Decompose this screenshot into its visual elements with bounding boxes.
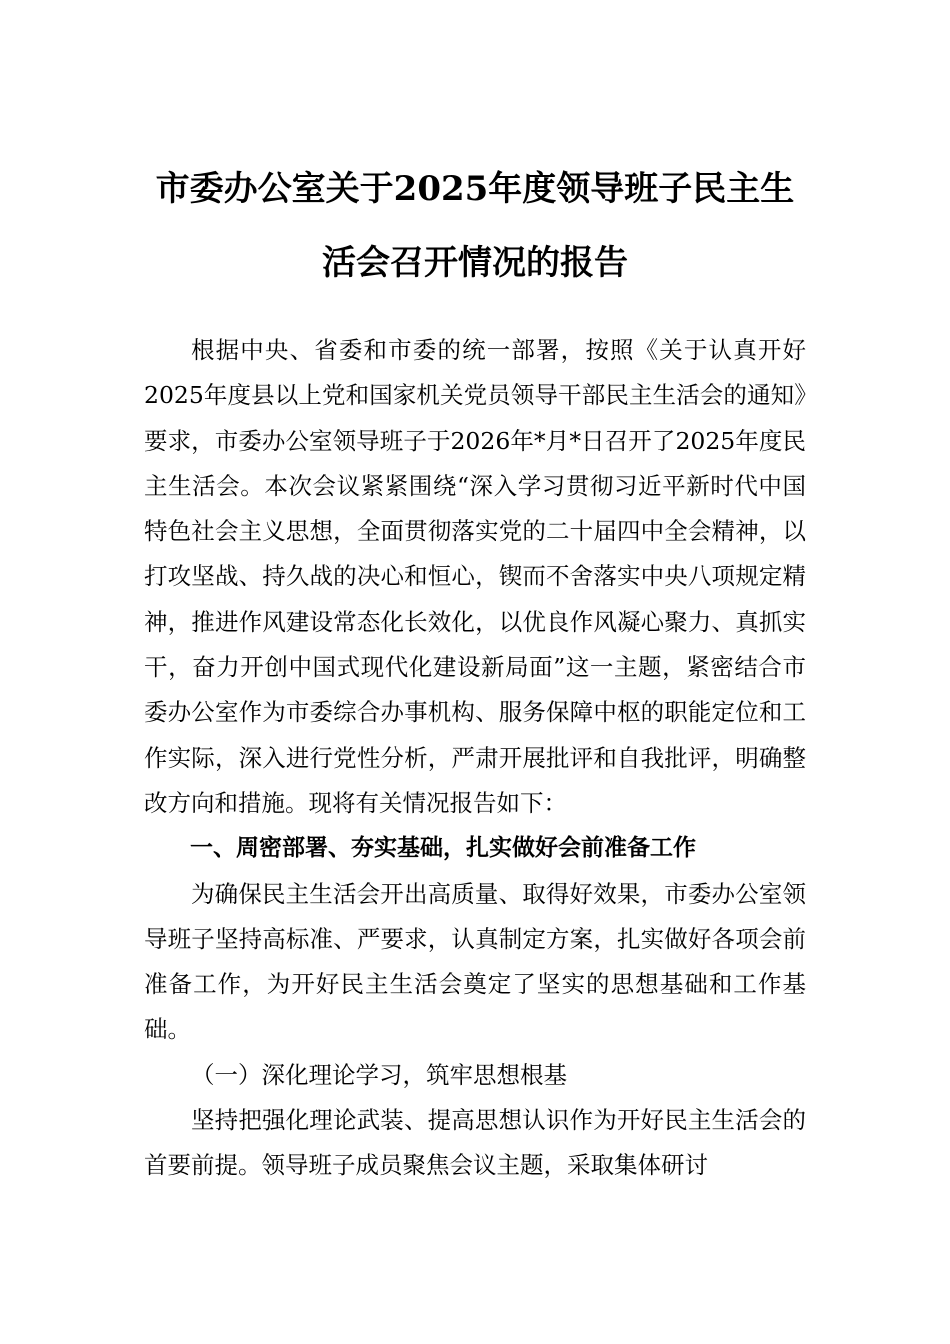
section-1-paragraph: 为确保民主生活会开出高质量、取得好效果，市委办公室领导班子坚持高标准、严要求，认真制定方案，扎实做好各项会前准备工作，为开好民主生活会奠定了坚实的思想基础和工作基础。	[144, 879, 806, 1044]
subsection-heading-1: （一）深化理论学习，筑牢思想根基	[191, 1060, 567, 1089]
document-body	[144, 328, 806, 1189]
intro-paragraph: 根据中央、省委和市委的统一部署，按照《关于认真开好2025年度县以上党和国家机关党员领导干部民主生活会的通知》要求，市委办公室领导班子于2026年*月*日召开了2025年度民主生活会。本次会议紧紧围绕“深入学习贯彻习近平新时代中国特色社会主义思想，全面贯彻落实党的二十届四中全会精神，以打攻坚战、持久战的决心和恒心，锲而不舍落实中央八项规定精神，推进作风建设常态化长效化，以优良作风凝心聚力、真抓实干，奋力开创中国式现代化建设新局面”这一主题，紧密结合市委办公室作为市委综合办事机构、服务保障中枢的职能定位和工作实际，深入进行党性分析，严肃开展批评和自我批评，明确整改方向和措施。现将有关情况报告如下：	[144, 336, 806, 817]
document-title-line-1: 市委办公室关于2025年度领导班子民主生	[155, 169, 795, 209]
document-title	[130, 152, 820, 300]
section-heading-1: 一、周密部署、夯实基础，扎实做好会前准备工作	[190, 835, 696, 862]
subsection-1-paragraph: 坚持把强化理论武装、提高思想认识作为开好民主生活会的首要前提。领导班子成员聚焦会议主题，采取集体研讨	[144, 1106, 806, 1180]
document-title-line-2: 活会召开情况的报告	[322, 243, 628, 283]
